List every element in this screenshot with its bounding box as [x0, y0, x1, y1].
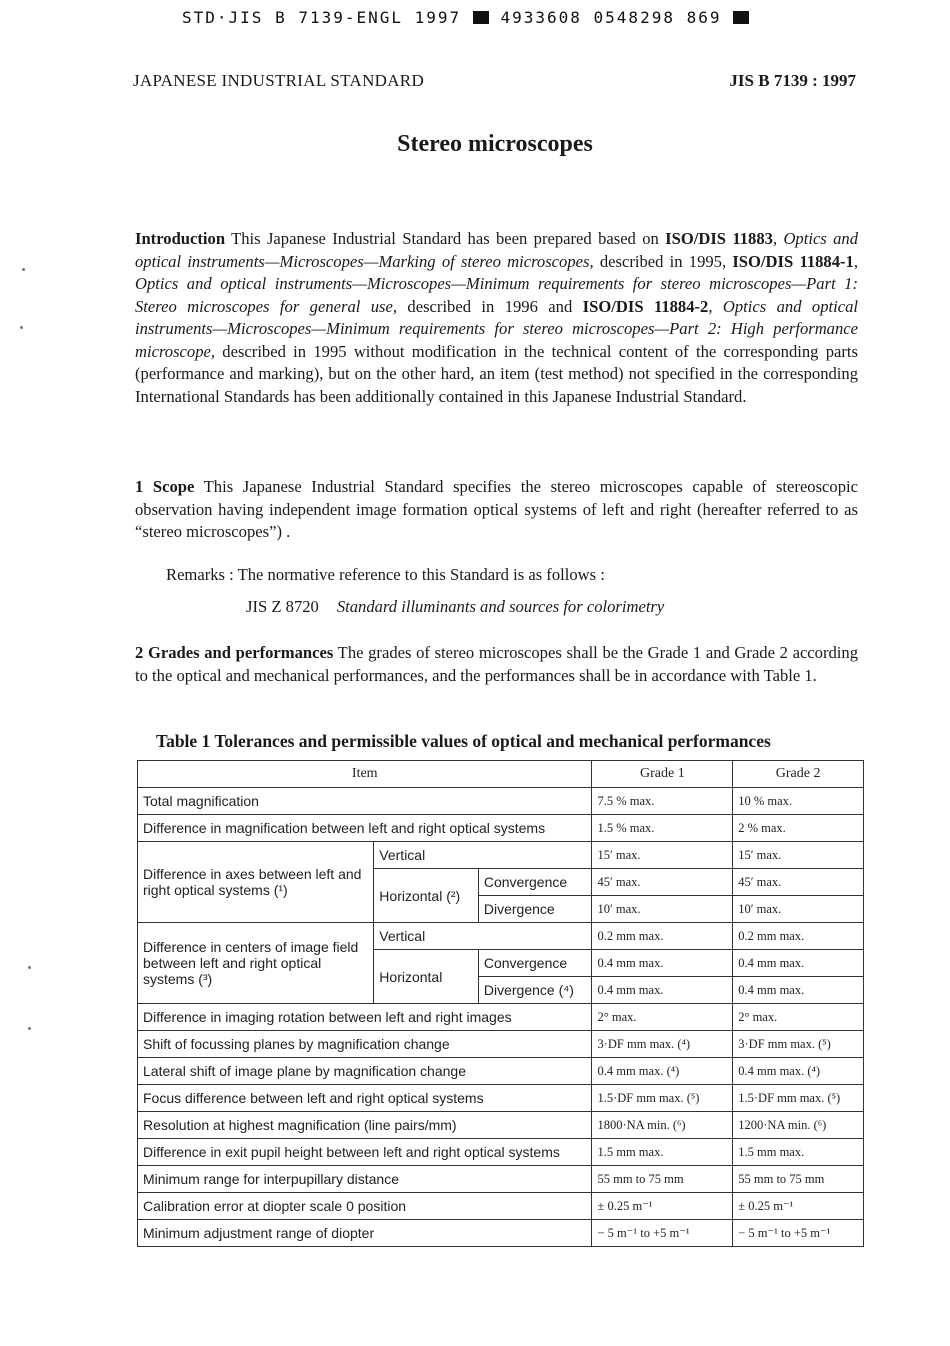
table-row	[138, 1220, 864, 1247]
row-grade-1: 0.4 mm max. (⁴)	[592, 1058, 733, 1085]
scan-speck	[28, 1027, 31, 1030]
table-row	[138, 1058, 864, 1085]
table-row	[138, 1112, 864, 1139]
centers-convergence-grade-1: 0.4 mm max.	[592, 950, 733, 977]
axes-vertical-label: Vertical	[374, 842, 592, 869]
normative-reference	[246, 597, 664, 617]
axes-vertical-grade-2: 15′ max.	[733, 842, 864, 869]
intro-text-1: This Japanese Industrial Standard has been prepared based on	[225, 229, 666, 248]
table-row	[138, 1193, 864, 1220]
axes-divergence-grade-2: 10′ max.	[733, 896, 864, 923]
row-label: Calibration error at diopter scale 0 position	[138, 1193, 592, 1220]
header-grade-1: Grade 1	[592, 761, 733, 788]
intro-ref-2: ISO/DIS 11884-1	[732, 251, 854, 271]
grades-paragraph	[135, 642, 858, 687]
table-header-row	[138, 761, 864, 788]
row-grade-1: 1.5·DF mm max. (⁵)	[592, 1085, 733, 1112]
table-row	[138, 1166, 864, 1193]
centers-divergence-grade-1: 0.4 mm max.	[592, 977, 733, 1004]
table-caption: Table 1 Tolerances and permissible values of optical and mechanical performances	[156, 731, 771, 751]
barcode-block-icon	[473, 11, 489, 24]
table-row	[138, 842, 864, 869]
axes-convergence-label: Convergence	[478, 869, 592, 896]
centers-label: Difference in centers of image field between left and right optical systems (³)	[138, 923, 374, 1004]
centers-horizontal-label: Horizontal	[374, 950, 479, 1004]
scope-paragraph	[135, 476, 858, 544]
row-label: Minimum range for interpupillary distance	[138, 1166, 592, 1193]
centers-divergence-label: Divergence (⁴)	[478, 977, 592, 1004]
table-row	[138, 815, 864, 842]
grades-label: 2 Grades and performances	[135, 643, 334, 662]
row-label: Lateral shift of image plane by magnification change	[138, 1058, 592, 1085]
intro-ref-1: ISO/DIS 11883	[665, 229, 773, 248]
performance-table	[137, 760, 864, 1247]
scope-text: This Japanese Industrial Standard specifies the stereo microscopes capable of stereoscopic observation having independent image formation optical systems of left and right (hereafter referred to as “stereo microscopes”) .	[135, 477, 858, 541]
row-grade-2: − 5 m⁻¹ to +5 m⁻¹	[733, 1220, 864, 1247]
centers-convergence-grade-2: 0.4 mm max.	[733, 950, 864, 977]
intro-title-1: Optics and optical instruments—Microscopes—Marking of stereo microscopes,	[135, 229, 858, 271]
scope-label: 1 Scope	[135, 477, 195, 496]
centers-vertical-grade-2: 0.2 mm max.	[733, 923, 864, 950]
intro-text-2: ,	[772, 229, 784, 248]
scan-speck	[22, 268, 25, 271]
row-label: Total magnification	[138, 788, 592, 815]
intro-text-6: ,	[708, 296, 723, 316]
row-grade-2: 2 % max.	[733, 815, 864, 842]
row-grade-2: 10 % max.	[733, 788, 864, 815]
row-grade-1: 3·DF mm max. (⁴)	[592, 1031, 733, 1058]
centers-vertical-label: Vertical	[374, 923, 592, 950]
row-grade-2: 0.4 mm max. (⁴)	[733, 1058, 864, 1085]
reference-title: Standard illuminants and sources for colorimetry	[336, 597, 665, 616]
row-grade-2: 2° max.	[733, 1004, 864, 1031]
row-label: Difference in exit pupil height between left and right optical systems	[138, 1139, 592, 1166]
axes-divergence-label: Divergence	[478, 896, 592, 923]
intro-text-3: described in 1995,	[593, 251, 733, 271]
intro-label: Introduction	[135, 229, 226, 248]
row-grade-1: 55 mm to 75 mm	[592, 1166, 733, 1193]
table-row	[138, 788, 864, 815]
intro-text-5: described in 1996 and	[397, 296, 583, 316]
row-grade-2: ± 0.25 m⁻¹	[733, 1193, 864, 1220]
table-row	[138, 1004, 864, 1031]
intro-text-7: described in 1995 without modification in the technical content of the corresponding parts (performance and marking), but on the other hard, an item (test method) not specified in the corresponding International Standards has been additionally contained in this Japanese Industrial Standard.	[135, 341, 858, 406]
row-grade-2: 55 mm to 75 mm	[733, 1166, 864, 1193]
header-grade-2: Grade 2	[733, 761, 864, 788]
axes-convergence-grade-2: 45′ max.	[733, 869, 864, 896]
intro-title-2: Optics and optical instruments—Microscopes—Minimum requirements for stereo microscopes—Part 1: Stereo microscopes for general use,	[135, 274, 858, 316]
axes-convergence-grade-1: 45′ max.	[592, 869, 733, 896]
top-code-line	[182, 8, 749, 27]
header-item: Item	[138, 761, 592, 788]
table-row	[138, 1139, 864, 1166]
row-label: Focus difference between left and right optical systems	[138, 1085, 592, 1112]
row-grade-1: 7.5 % max.	[592, 788, 733, 815]
axes-label: Difference in axes between left and right optical systems (¹)	[138, 842, 374, 923]
row-grade-1: 1.5 % max.	[592, 815, 733, 842]
row-grade-2: 1200·NA min. (⁶)	[733, 1112, 864, 1139]
reference-code: JIS Z 8720	[246, 597, 319, 616]
intro-ref-3: ISO/DIS 11884-2	[582, 296, 709, 316]
row-label: Difference in imaging rotation between left and right images	[138, 1004, 592, 1031]
row-label: Shift of focussing planes by magnification change	[138, 1031, 592, 1058]
row-grade-2: 3·DF mm max. (⁵)	[733, 1031, 864, 1058]
header-right: JIS B 7139 : 1997	[729, 71, 856, 90]
row-grade-2: 1.5 mm max.	[733, 1139, 864, 1166]
header-left: JAPANESE INDUSTRIAL STANDARD	[133, 71, 425, 90]
axes-vertical-grade-1: 15′ max.	[592, 842, 733, 869]
scan-speck	[28, 966, 31, 969]
row-label: Minimum adjustment range of diopter	[138, 1220, 592, 1247]
row-label: Resolution at highest magnification (line pairs/mm)	[138, 1112, 592, 1139]
remarks-text: Remarks : The normative reference to this Standard is as follows :	[166, 565, 605, 584]
table-row	[138, 1031, 864, 1058]
top-code: STD·JIS B 7139-ENGL 1997	[182, 8, 462, 27]
row-grade-1: ± 0.25 m⁻¹	[592, 1193, 733, 1220]
row-grade-1: 1.5 mm max.	[592, 1139, 733, 1166]
introduction-paragraph	[135, 228, 858, 408]
row-label: Difference in magnification between left and right optical systems	[138, 815, 592, 842]
centers-vertical-grade-1: 0.2 mm max.	[592, 923, 733, 950]
row-grade-1: − 5 m⁻¹ to +5 m⁻¹	[592, 1220, 733, 1247]
table-row	[138, 923, 864, 950]
axes-divergence-grade-1: 10′ max.	[592, 896, 733, 923]
intro-title-3: Optics and optical instruments—Microscopes—Minimum requirements for stereo microscopes—Part 2: High performance microscope,	[135, 296, 858, 361]
barcode-block-icon-2	[733, 11, 749, 24]
row-grade-1: 2° max.	[592, 1004, 733, 1031]
grades-text: The grades of stereo microscopes shall be the Grade 1 and Grade 2 according to the optical and mechanical performances, and the performances shall be in accordance with Table 1.	[135, 643, 858, 685]
top-code-2: 4933608 0548298 869	[500, 8, 722, 27]
axes-horizontal-label: Horizontal (²)	[374, 869, 479, 923]
centers-convergence-label: Convergence	[478, 950, 592, 977]
centers-divergence-grade-2: 0.4 mm max.	[733, 977, 864, 1004]
row-grade-1: 1800·NA min. (⁶)	[592, 1112, 733, 1139]
table-row	[138, 1085, 864, 1112]
row-grade-2: 1.5·DF mm max. (⁵)	[733, 1085, 864, 1112]
page-title: Stereo microscopes	[397, 131, 593, 157]
intro-text-4: ,	[853, 251, 858, 271]
scan-speck	[20, 326, 23, 329]
